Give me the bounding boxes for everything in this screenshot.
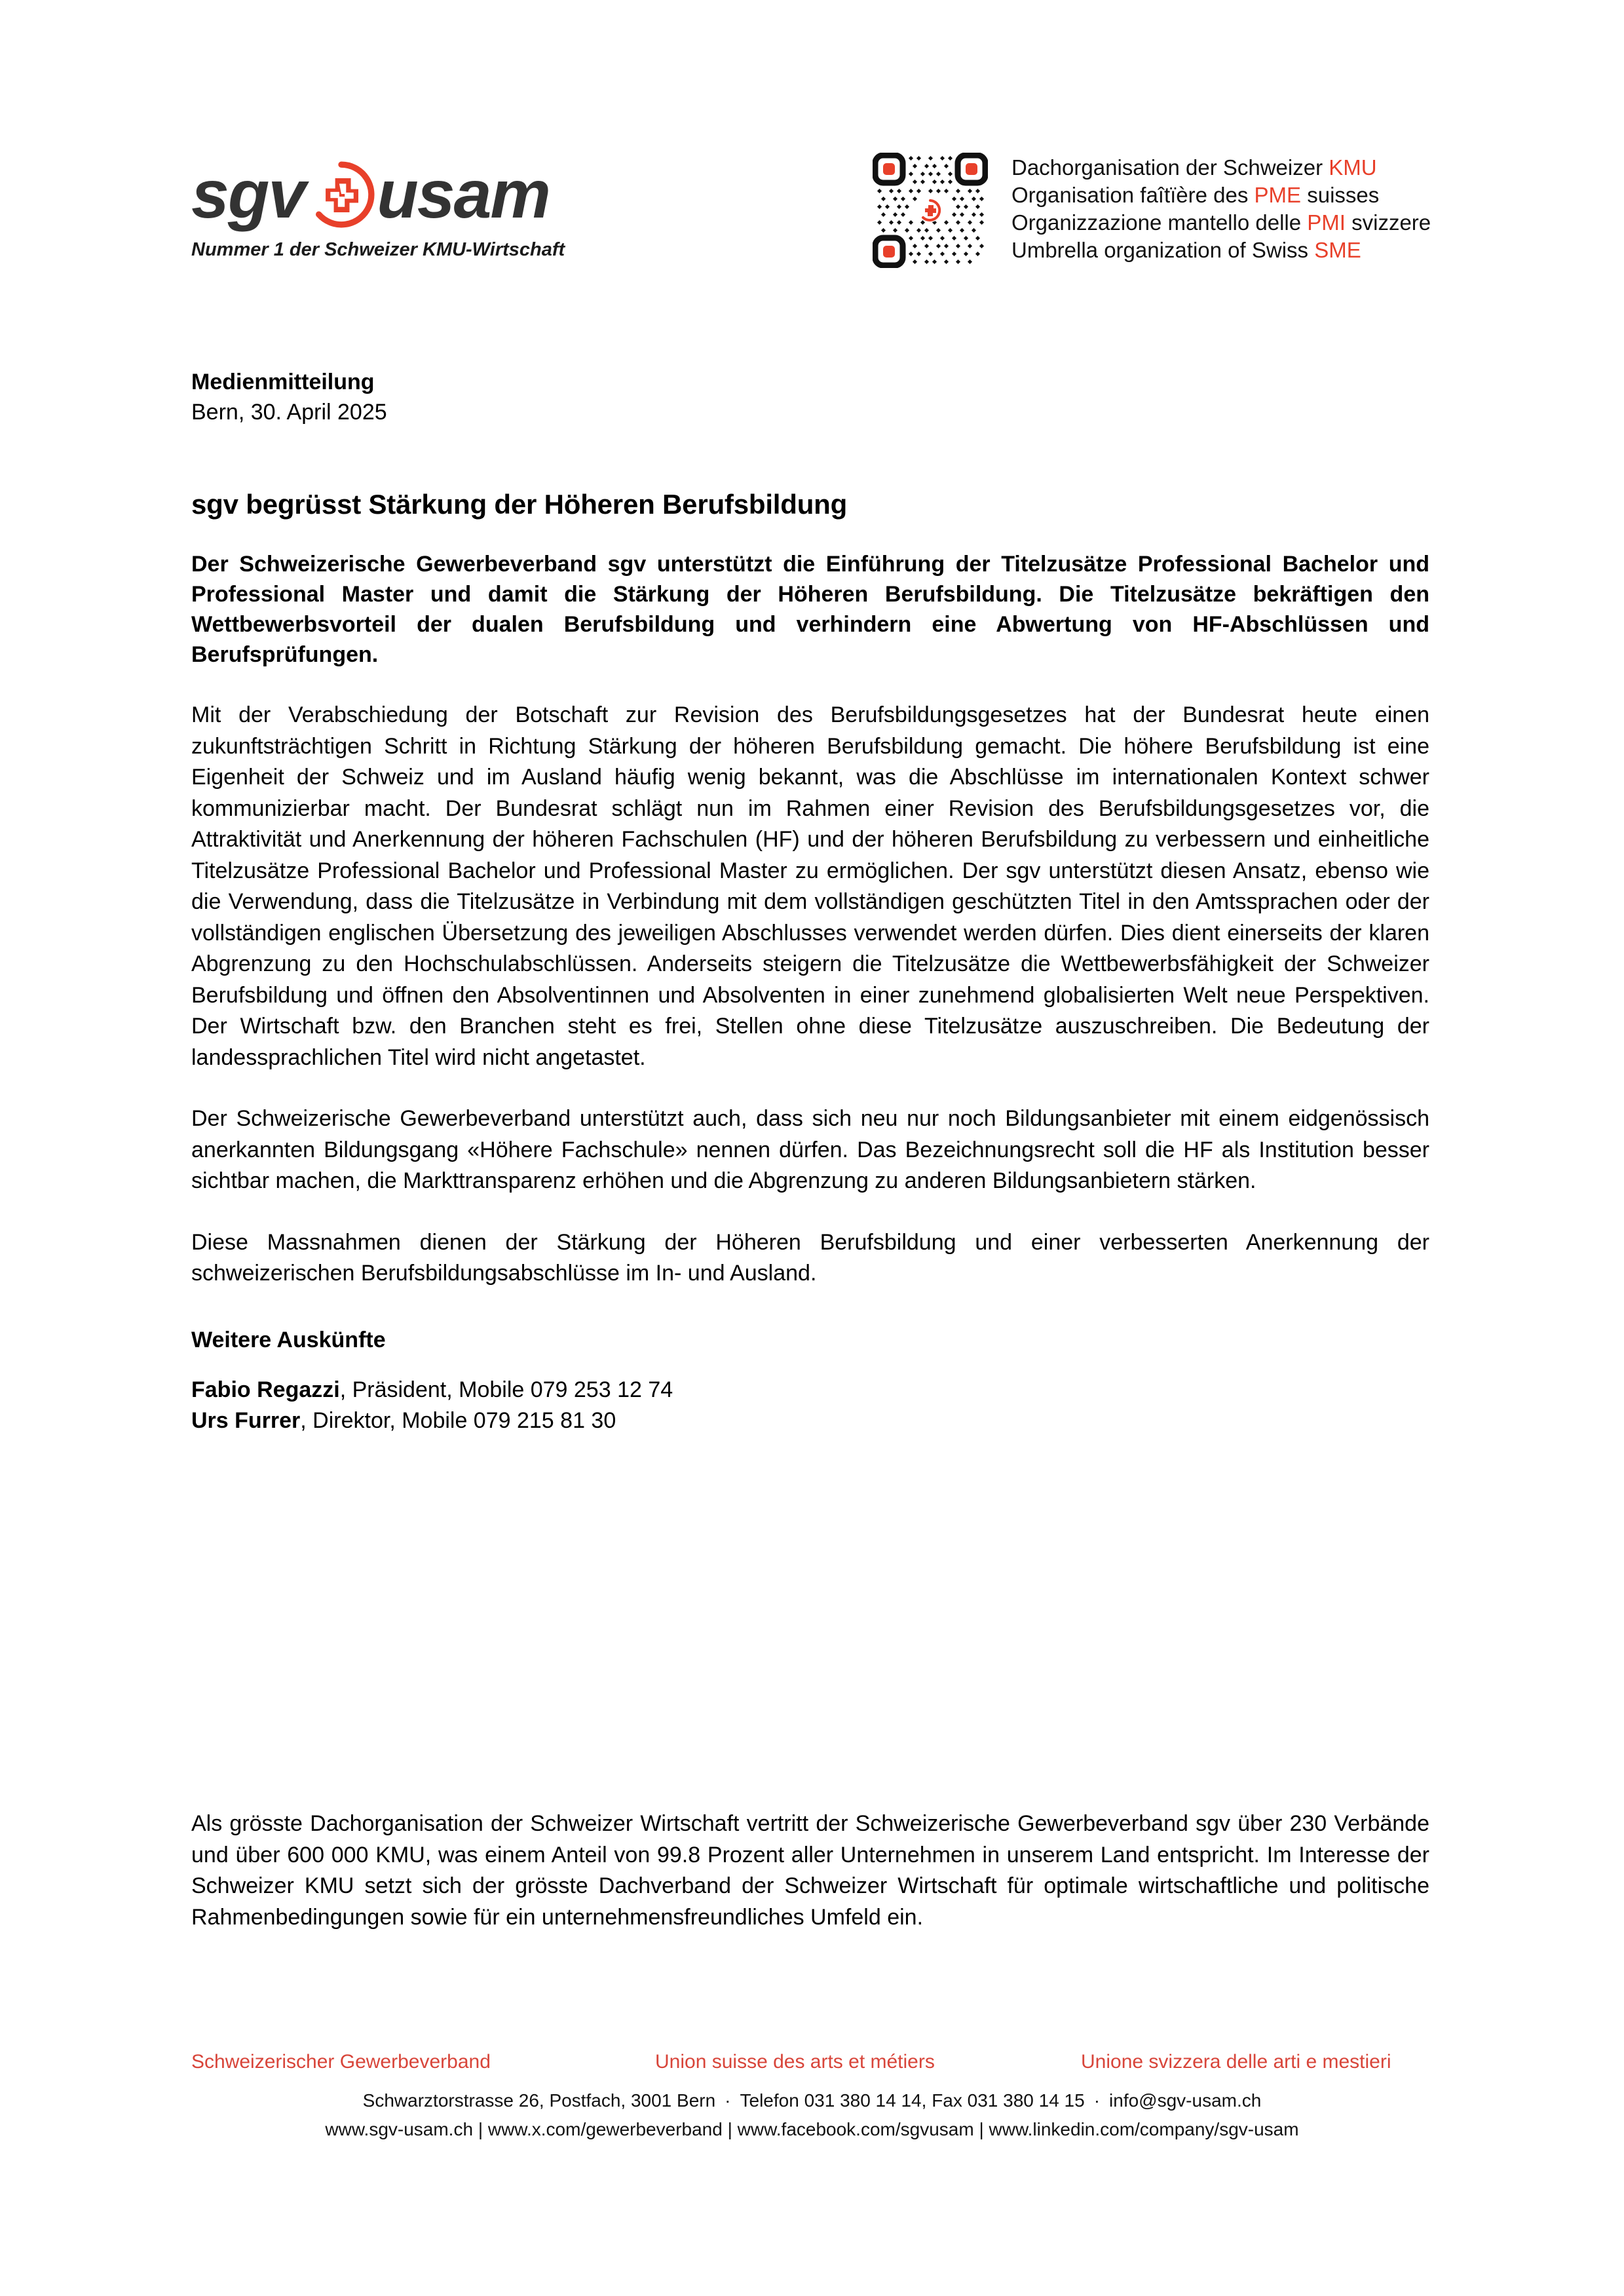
claim-line-it-post: svizzere — [1345, 210, 1431, 235]
footer-email[interactable]: info@sgv-usam.ch — [1109, 2090, 1262, 2111]
contact-item-director — [191, 1406, 1429, 1436]
footer-language-names — [0, 2051, 1624, 2084]
contact-item-president — [191, 1375, 1429, 1406]
footer-name-de: Schweizerischer Gewerbeverband — [191, 2051, 491, 2073]
claim-line-it-pre: Organizzazione mantello delle — [1011, 210, 1308, 235]
logo-tagline: Nummer 1 der Schweizer KMU-Wirtschaft — [191, 239, 565, 260]
qr-code-icon[interactable] — [873, 153, 988, 268]
place-date: Bern, 30. April 2025 — [191, 400, 387, 425]
body-paragraph-2: Der Schweizerische Gewerbeverband unterstützt auch, dass sich neu nur noch Bildungsanbieter mit einem eidgenössisch anerkannten Bildungsgang «Höhere Fachschule» nennen dürfen. Das Bezeichnungsrecht soll die HF als Institution besser sichtbar machen, die Markttransparenz erhöhen und die Abgrenzung zu anderen Bildungsanbietern stärken. — [191, 1106, 1429, 1193]
contact-name-director: Urs Furrer — [191, 1407, 301, 1433]
document-footer — [0, 2051, 1624, 2144]
claim-line-fr — [1011, 182, 1431, 209]
contact-heading: Weitere Auskünfte — [191, 1327, 386, 1352]
claim-line-en-highlight: SME — [1314, 238, 1361, 262]
footer-name-fr: Union suisse des arts et métiers — [655, 2051, 935, 2073]
contact-list — [191, 1375, 1429, 1436]
footer-links-line[interactable]: www.sgv-usam.ch | www.x.com/gewerbeverband | www.facebook.com/sgvusam | www.linkedin.com/company/sgv-usam — [325, 2119, 1299, 2139]
footer-separator-2: · — [1093, 2090, 1101, 2111]
logo-word-right: usam — [377, 157, 550, 233]
page-title: sgv begrüsst Stärkung der Höheren Berufsbildung — [191, 489, 848, 520]
claim-line-fr-post: suisses — [1301, 183, 1380, 207]
body-paragraph-3: Diese Massnahmen dienen der Stärkung der Höheren Berufsbildung und einer verbesserten Anerkennung der schweizerischen Berufsbildungsabschlüsse im In- und Ausland. — [191, 1229, 1429, 1286]
document-header — [0, 141, 1624, 285]
document-body — [191, 367, 1429, 1436]
claim-line-fr-highlight: PME — [1254, 183, 1302, 207]
contact-name-president: Fabio Regazzi — [191, 1377, 340, 1402]
footer-name-it: Unione svizzera delle arti e mestieri — [1081, 2051, 1391, 2073]
body-paragraph-1: Mit der Verabschiedung der Botschaft zur Revision des Berufsbildungsgesetzes hat der Bundesrat heute einen zukunftsträchtigen Schritt in Richtung Stärkung der höheren Berufsbildung gemacht. Die höhere Berufsbildung ist eine Eigenheit der Schweiz und im Ausland häufig wenig bekannt, was die Abschlüsse im internationalen Kontext schwer kommunizierbar macht. Der Bundesrat schlägt nun im Rahmen einer Revision des Berufsbildungsgesetzes vor, die Attraktivität und Anerkennung der höheren Fachschulen (HF) und der höheren Berufsbildung zu verbessern und einheitliche Titelzusätze Professional Bachelor und Professional Master zu ermöglichen. Der sgv unterstützt diesen Ansatz, ebenso wie die Verwendung, dass die Titelzusätze in Verbindung mit dem vollständigen geschützten Titel in den Amtssprachen oder der vollständigen englischen Übersetzung des jeweiligen Abschlusses verwendet werden dürfen. Dies dient einerseits der klaren Abgrenzung zu den Hochschulabschlüssen. Anderseits steigern die Titelzusätze die Wettbewerbsfähigkeit der Schweizer Berufsbildung und öffnen den Absolventinnen und Absolventen in einer zunehmend globalisierten Welt neue Perspektiven. Der Wirtschaft bzw. den Branchen steht es frei, Stellen ohne diese Titelzusätze auszuschreiben. Die Bedeutung der landessprachlichen Titel wird nicht angetastet. — [191, 702, 1429, 1070]
claim-line-en-pre: Umbrella organization of Swiss — [1011, 238, 1315, 262]
footer-phone: Telefon 031 380 14 14, Fax 031 380 14 15 — [740, 2090, 1085, 2111]
claim-line-de — [1011, 154, 1431, 182]
logo-wordmark — [191, 157, 597, 233]
document-meta — [191, 367, 1429, 427]
document-type-label: Medienmitteilung — [191, 370, 375, 394]
boilerplate-paragraph: Als grösste Dachorganisation der Schweizer Wirtschaft vertritt der Schweizerische Gewerbeverband sgv über 230 Verbände und über 600 000 KMU, was einem Anteil von 99.8 Prozent aller Unternehmen in unserem Land entspricht. Im Interesse der Schweizer KMU setzt sich der grösste Dachverband der Schweizer Wirtschaft für optimale wirtschaftliche und politische Rahmenbedingungen sowie für ein unternehmensfreundliches Umfeld ein. — [191, 1811, 1429, 1930]
claim-text — [1011, 154, 1431, 264]
claim-line-fr-pre: Organisation faîtïère des — [1011, 183, 1255, 207]
footer-address: Schwarztorstrasse 26, Postfach, 3001 Bern — [362, 2090, 716, 2111]
contact-details-director: , Direktor, Mobile 079 215 81 30 — [300, 1407, 616, 1433]
claim-line-de-pre: Dachorganisation der Schweizer — [1011, 155, 1329, 180]
claim-line-en — [1011, 237, 1431, 264]
claim-block — [873, 153, 1431, 268]
lead-paragraph: Der Schweizerische Gewerbeverband sgv unterstützt die Einführung der Titelzusätze Professional Bachelor und Professional Master und damit die Stärkung der Höheren Berufsbildung. Die Titelzusätze bekräftigen den Wettbewerbsvorteil der dualen Berufsbildung und verhindern eine Abwertung von HF-Abschlüssen und Berufsprüfungen. — [191, 552, 1429, 667]
footer-contact-line — [0, 2086, 1624, 2115]
footer-separator-1: · — [725, 2090, 731, 2111]
sgv-swiss-cross-emblem-icon — [307, 161, 375, 229]
claim-line-it — [1011, 209, 1431, 237]
sgv-usam-logo — [191, 159, 597, 261]
claim-line-de-highlight: KMU — [1329, 155, 1377, 180]
claim-line-it-highlight: PMI — [1307, 210, 1346, 235]
logo-word-left: sgv — [191, 157, 305, 233]
contact-details-president: , Präsident, Mobile 079 253 12 74 — [339, 1377, 673, 1402]
